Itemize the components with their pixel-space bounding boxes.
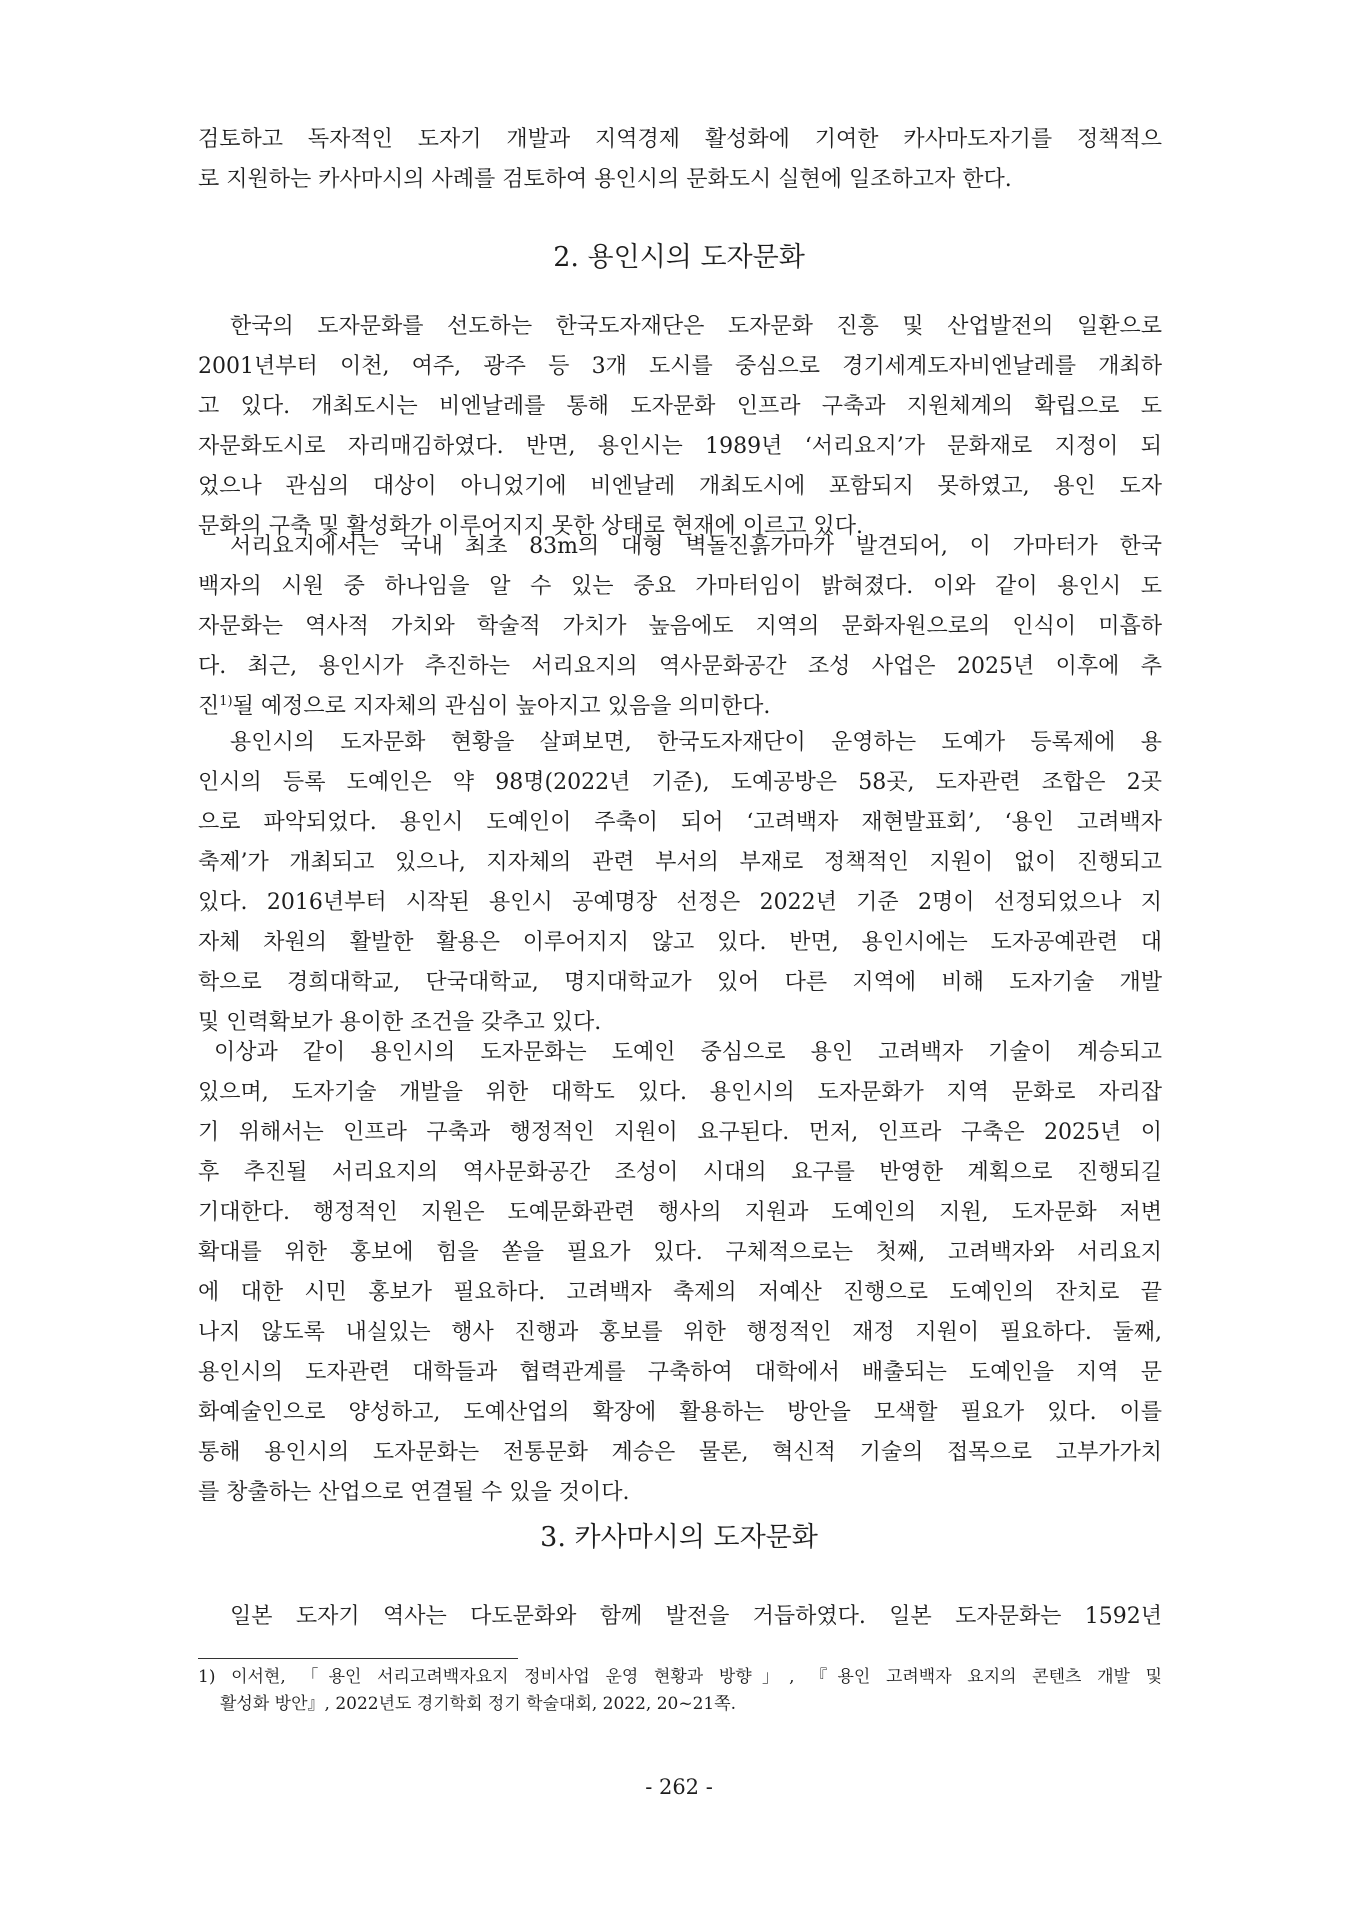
text-line: 2001년부터 이천, 여주, 광주 등 3개 도시를 중심으로 경기세계도자비엔날레를 개최하 bbox=[198, 354, 1162, 379]
footnote bbox=[198, 1664, 1162, 1718]
text-fragment: 진 bbox=[198, 694, 220, 719]
text-line: 문화의 구축 및 활성화가 이루어지지 못한 상태로 현재에 이르고 있다. bbox=[198, 514, 863, 539]
section3-paragraph-1 bbox=[198, 1597, 1162, 1637]
page-number: - 262 - bbox=[645, 1775, 713, 1799]
text-line: 통해 용인시의 도자문화는 전통문화 계승은 물론, 혁신적 기술의 접목으로 고부가가치 bbox=[198, 1440, 1162, 1465]
text-line: 자문화도시로 자리매김하였다. 반면, 용인시는 1989년 ‘서리요지’가 문화재로 지정이 되 bbox=[198, 434, 1162, 459]
text-line: 자문화는 역사적 가치와 학술적 가치가 높음에도 지역의 문화자원으로의 인식이 미흡하 bbox=[198, 614, 1162, 639]
text-line: 기 위해서는 인프라 구축과 행정적인 지원이 요구된다. 먼저, 인프라 구축은 2025년 이 bbox=[198, 1120, 1162, 1145]
section-title: 3. 카사마시의 도자문화 bbox=[540, 1522, 818, 1553]
footnote-separator bbox=[198, 1658, 518, 1659]
text-line: 및 인력확보가 용이한 조건을 갖추고 있다. bbox=[198, 1010, 602, 1035]
text-line: 서리요지에서는 국내 최초 83m의 대형 벽돌진흙가마가 발견되어, 이 가마터가 한국 bbox=[230, 534, 1162, 559]
text-line bbox=[198, 687, 1162, 727]
text-line: 으로 파악되었다. 용인시 도예인이 주축이 되어 ‘고려백자 재현발표회’, ‘용인 고려백자 bbox=[198, 810, 1162, 835]
text-line: 용인시의 도자관련 대학들과 협력관계를 구축하여 대학에서 배출되는 도예인을 지역 문 bbox=[198, 1360, 1162, 1385]
text-line: 나지 않도록 내실있는 행사 진행과 홍보를 위한 행정적인 재정 지원이 필요하다. 둘째, bbox=[198, 1320, 1162, 1345]
text-line: 로 지원하는 카사마시의 사례를 검토하여 용인시의 문화도시 실현에 일조하고자 한다. bbox=[198, 167, 1012, 192]
section2-paragraph-4 bbox=[198, 1033, 1162, 1513]
text-line: 한국의 도자문화를 선도하는 한국도자재단은 도자문화 진흥 및 산업발전의 일환으로 bbox=[230, 314, 1162, 339]
text-line: 학으로 경희대학교, 단국대학교, 명지대학교가 있어 다른 지역에 비해 도자기술 개발 bbox=[198, 970, 1162, 995]
intro-paragraph bbox=[198, 120, 1162, 200]
footnote-line: 1) 이서현, 「용인 서리고려백자요지 정비사업 운영 현황과 방향」, 『용인 고려백자 요지의 콘텐츠 개발 및 bbox=[198, 1667, 1162, 1687]
text-line: 백자의 시원 중 하나임을 알 수 있는 중요 가마터임이 밝혀졌다. 이와 같이 용인시 도 bbox=[198, 574, 1162, 599]
footnote-marker[interactable]: 1) bbox=[219, 694, 233, 709]
section2-paragraph-1 bbox=[198, 307, 1162, 547]
text-line: 자체 차원의 활발한 활용은 이루어지지 않고 있다. 반면, 용인시에는 도자공예관련 대 bbox=[198, 930, 1162, 955]
text-line: 화예술인으로 양성하고, 도예산업의 확장에 활용하는 방안을 모색할 필요가 있다. 이를 bbox=[198, 1400, 1162, 1425]
text-line: 고 있다. 개최도시는 비엔날레를 통해 도자문화 인프라 구축과 지원체계의 확립으로 도 bbox=[198, 394, 1162, 419]
text-line: 기대한다. 행정적인 지원은 도예문화관련 행사의 지원과 도예인의 지원, 도자문화 저변 bbox=[198, 1200, 1162, 1225]
text-line: 었으나 관심의 대상이 아니었기에 비엔날레 개최도시에 포함되지 못하였고, 용인 도자 bbox=[198, 474, 1162, 499]
text-line: 인시의 등록 도예인은 약 98명(2022년 기준), 도예공방은 58곳, 도자관련 조합은 2곳 bbox=[198, 770, 1162, 795]
section2-paragraph-2 bbox=[198, 527, 1162, 727]
text-line: 검토하고 독자적인 도자기 개발과 지역경제 활성화에 기여한 카사마도자기를 정책적으 bbox=[198, 127, 1162, 152]
section-title: 2. 용인시의 도자문화 bbox=[553, 242, 805, 273]
text-line: 용인시의 도자문화 현황을 살펴보면, 한국도자재단이 운영하는 도예가 등록제에 용 bbox=[230, 730, 1162, 755]
text-line: 를 창출하는 산업으로 연결될 수 있을 것이다. bbox=[198, 1480, 630, 1505]
text-line: 이상과 같이 용인시의 도자문화는 도예인 중심으로 용인 고려백자 기술이 계승되고 bbox=[214, 1040, 1162, 1065]
section2-paragraph-3 bbox=[198, 723, 1162, 1043]
text-line: 에 대한 시민 홍보가 필요하다. 고려백자 축제의 저예산 진행으로 도예인의 잔치로 끝 bbox=[198, 1280, 1162, 1305]
text-line: 일본 도자기 역사는 다도문화와 함께 발전을 거듭하였다. 일본 도자문화는 1592년 bbox=[230, 1604, 1162, 1629]
text-line: 다. 최근, 용인시가 추진하는 서리요지의 역사문화공간 조성 사업은 2025년 이후에 추 bbox=[198, 654, 1162, 679]
text-line: 축제’가 개최되고 있으나, 지자체의 관련 부서의 부재로 정책적인 지원이 없이 진행되고 bbox=[198, 850, 1162, 875]
text-fragment: 될 예정으로 지자체의 관심이 높아지고 있음을 의미한다. bbox=[232, 694, 771, 719]
text-line: 후 추진될 서리요지의 역사문화공간 조성이 시대의 요구를 반영한 계획으로 진행되길 bbox=[198, 1160, 1162, 1185]
text-line: 있으며, 도자기술 개발을 위한 대학도 있다. 용인시의 도자문화가 지역 문화로 자리잡 bbox=[198, 1080, 1162, 1105]
text-line: 확대를 위한 홍보에 힘을 쏟을 필요가 있다. 구체적으로는 첫째, 고려백자와 서리요지 bbox=[198, 1240, 1162, 1265]
text-line: 있다. 2016년부터 시작된 용인시 공예명장 선정은 2022년 기준 2명이 선정되었으나 지 bbox=[198, 890, 1162, 915]
footnote-line: 활성화 방안』, 2022년도 경기학회 정기 학술대회, 2022, 20~21쪽. bbox=[220, 1694, 737, 1714]
